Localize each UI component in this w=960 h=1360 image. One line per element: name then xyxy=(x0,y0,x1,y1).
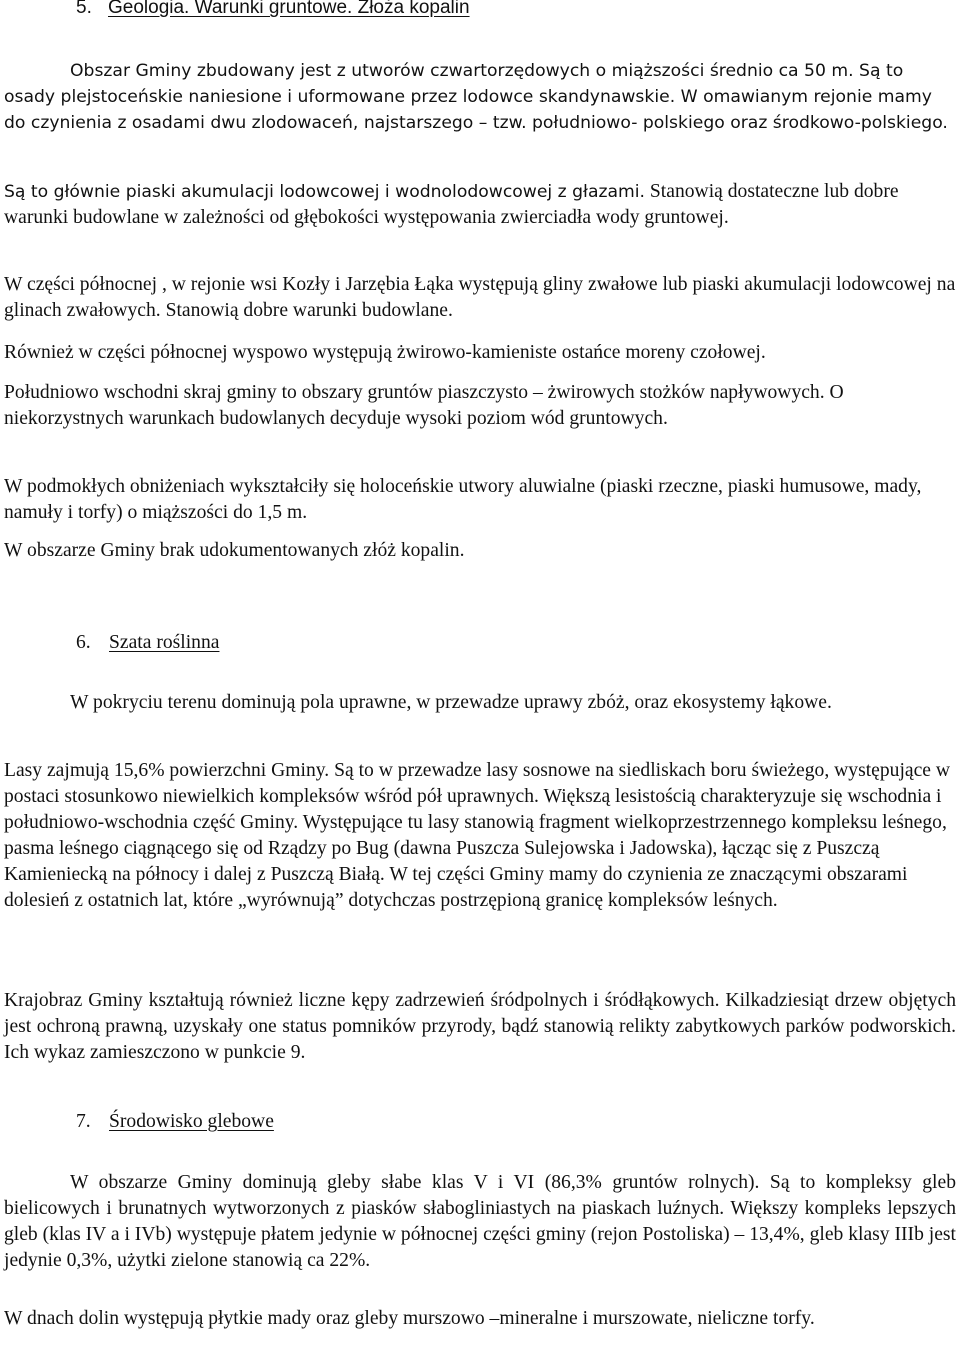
section-7-paragraph-1: W obszarze Gminy dominują gleby słabe klas V i VI (86,3% gruntów rolnych). Są to kompleksy gleb bielicowych i brunatnych wytworzonych z piasków słabogliniastych na piaskach luźnych. Większy kompleks lepszych gleb (klas IV a i IVb) występuje płatem jedynie w północnej części gminy (rejon Postoliska) – 13,4%, gleb klasy IIIb jest jedynie 0,3%, użytki zielone stanowią ca 22%. xyxy=(4,1172,956,1271)
section-5-heading xyxy=(76,0,470,20)
section-5-paragraph-6: W obszarze Gminy brak udokumentowanych złóż kopalin. xyxy=(4,540,465,561)
section-7-number: 7. xyxy=(76,1111,91,1132)
section-7-paragraph-2: W dnach dolin występują płytkie mady oraz gleby murszowo –mineralne i murszowate, nieliczne torfy. xyxy=(4,1308,815,1329)
section-6-paragraph-2: Lasy zajmują 15,6% powierzchni Gminy. Są to w przewadze lasy sosnowe na siedliskach boru świeżego, występujące w postaci stosunkowo niewielkich kompleksów wśród pół uprawnych. Większą lesistością charakteryzuje się wschodnia i południowo-wschodnia część Gminy. Występujące tu lasy stanowią fragment wielkoprzestrzennego kompleksu leśnego, pasma leśnego ciągnącego się od Rządzy po Bug (dawna Puszcza Sulejowska i Jadowska), łącząc się z Puszczą Kamieniecką na północy i dalej z Puszczą Białą. W tej części Gminy mamy do czynienia ze znaczącymi obszarami dolesień z ostatnich lat, które „wyrównują” dotychczas postrzępioną granicę kompleksów leśnych. xyxy=(4,760,951,911)
section-5-title: Geologia. Warunki gruntowe. Złoża kopalin xyxy=(108,0,470,18)
section-6-paragraph-3: Krajobraz Gminy kształtują również liczne kępy zadrzewień śródpolnych i śródłąkowych. Kilkadziesiąt drzew objętych jest ochroną prawną, uzyskały one status pomników przyrody, bądź stanowią relikty zabytkowych parków podworskich. Ich wykaz zamieszczono w punkcie 9. xyxy=(4,990,956,1063)
section-7-title: Środowisko glebowe xyxy=(109,1111,274,1132)
section-6-number: 6. xyxy=(76,632,91,653)
section-6-heading xyxy=(76,631,219,655)
section-6-paragraph-1: W pokryciu terenu dominują pola uprawne, w przewadze uprawy zbóż, oraz ekosystemy łąkowe. xyxy=(70,692,832,713)
section-6-title: Szata roślinna xyxy=(109,632,220,653)
section-5-paragraph-4: Południowo wschodni skraj gminy to obszary gruntów piaszczysto – żwirowych stożków napływowych. O niekorzystnych warunkach budowlanych decyduje wysoki poziom wód gruntowych. xyxy=(4,382,844,429)
section-5-paragraph-5: W podmokłych obniżeniach wykształciły się holoceńskie utwory aluwialne (piaski rzeczne, piaski humusowe, mady, namuły i torfy) o miąższości do 1,5 m. xyxy=(4,476,922,523)
section-5-paragraph-3: Również w części północnej wyspowo występują żwirowo-kamieniste ostańce moreny czołowej. xyxy=(4,342,766,363)
section-5-intro: Obszar Gminy zbudowany jest z utworów czwartorzędowych o miąższości średnio ca 50 m. Są to osady plejstoceńskie naniesione i uformowane przez lodowce skandynawskie. W omawianym rejonie mamy do czynienia z osadami dwu zlodowaceń, najstarszego – tzw. południowo- polskiego oraz środkowo-polskiego. xyxy=(4,61,948,133)
section-5-paragraph-1-sans: Są to głównie piaski akumulacji lodowcowej i wodnolodowcowej z głazami. xyxy=(4,182,646,202)
section-5-paragraph-1-serif: Stanowią dostateczne lub dobre warunki budowlane w zależności od głębokości występowania zwierciadła wody gruntowej. xyxy=(4,181,899,228)
section-7-heading xyxy=(76,1110,274,1134)
section-5-number: 5. xyxy=(76,0,92,18)
section-5-paragraph-2: W części północnej , w rejonie wsi Kozły i Jarzębia Łąka występują gliny zwałowe lub piaski akumulacji lodowcowej na glinach zwałowych. Stanowią dobre warunki budowlane. xyxy=(4,274,956,321)
section-5-paragraph-1 xyxy=(4,179,956,231)
